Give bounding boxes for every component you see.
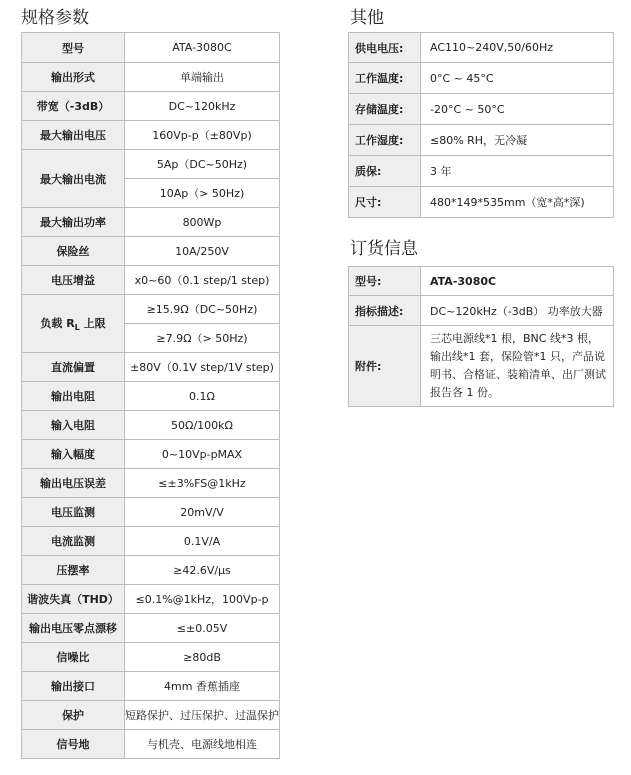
spec-table [21, 32, 280, 759]
other-value: 0°C ~ 45°C [421, 63, 614, 94]
spec-label: 输入幅度 [22, 440, 125, 469]
table-row [22, 527, 280, 556]
spec-value: 单端输出 [125, 63, 280, 92]
order-label: 附件: [349, 326, 421, 407]
table-row [22, 266, 280, 295]
other-label: 存储温度: [349, 94, 421, 125]
table-row [22, 33, 280, 63]
spec-value: ≤0.1%@1kHz，100Vp-p [125, 585, 280, 614]
spec-label: 输出电压误差 [22, 469, 125, 498]
table-row [349, 125, 614, 156]
order-label: 型号: [349, 267, 421, 296]
spec-value: ≥80dB [125, 643, 280, 672]
other-label: 工作温度: [349, 63, 421, 94]
spec-label: 信号地 [22, 730, 125, 759]
spec-label: 电流监测 [22, 527, 125, 556]
spec-label: 最大输出电压 [22, 121, 125, 150]
spec-label: 保护 [22, 701, 125, 730]
order-model-value: ATA-3080C [421, 267, 614, 296]
table-row [349, 33, 614, 63]
table-row [22, 237, 280, 266]
table-row [349, 156, 614, 187]
table-row [22, 353, 280, 382]
order-title: 订货信息 [350, 239, 418, 259]
other-table [348, 32, 614, 218]
spec-value: 与机壳、电源线地相连 [125, 730, 280, 759]
load-label-prefix: 负载 R [40, 316, 75, 330]
spec-label: 信噪比 [22, 643, 125, 672]
specs-title: 规格参数 [21, 8, 89, 28]
table-row [22, 382, 280, 411]
other-value: AC110~240V,50/60Hz [421, 33, 614, 63]
table-row [22, 643, 280, 672]
spec-value: 0~10Vp-pMAX [125, 440, 280, 469]
table-row [22, 556, 280, 585]
spec-value: DC~120kHz [125, 92, 280, 121]
spec-value: 短路保护、过压保护、过温保护 [125, 701, 280, 730]
other-value: 480*149*535mm（宽*高*深) [421, 187, 614, 218]
table-row [22, 411, 280, 440]
table-row [349, 63, 614, 94]
table-row [22, 92, 280, 121]
spec-value: ATA-3080C [125, 33, 280, 63]
table-row [349, 187, 614, 218]
spec-label: 最大输出电流 [22, 150, 125, 208]
spec-label: 型号 [22, 33, 125, 63]
table-row [22, 730, 280, 759]
spec-value: 160Vp-p（±80Vp) [125, 121, 280, 150]
spec-value: 20mV/V [125, 498, 280, 527]
spec-value: ≤±3%FS@1kHz [125, 469, 280, 498]
order-accessories-value: 三芯电源线*1 根，BNC 线*3 根，输出线*1 套，保险管*1 只，产品说明书、合格证、装箱清单、出厂测试报告各 1 份。 [421, 326, 614, 407]
table-row [22, 614, 280, 643]
spec-value: ≤±0.05V [125, 614, 280, 643]
table-row [22, 469, 280, 498]
table-row [22, 701, 280, 730]
spec-label: 压摆率 [22, 556, 125, 585]
spec-value: ≥42.6V/μs [125, 556, 280, 585]
spec-label: 输出电阻 [22, 382, 125, 411]
other-label: 供电电压: [349, 33, 421, 63]
spec-value: 0.1Ω [125, 382, 280, 411]
other-value: -20°C ~ 50°C [421, 94, 614, 125]
table-row [22, 208, 280, 237]
other-value: 3 年 [421, 156, 614, 187]
spec-label: 电压监测 [22, 498, 125, 527]
other-title: 其他 [350, 8, 384, 28]
spec-label: 输出电压零点漂移 [22, 614, 125, 643]
order-label: 指标描述: [349, 296, 421, 326]
load-label-suffix: 上限 [79, 316, 106, 330]
other-label: 工作湿度: [349, 125, 421, 156]
spec-value: 5Ap（DC~50Hz) [125, 150, 280, 179]
spec-value: 4mm 香蕉插座 [125, 672, 280, 701]
spec-value: ±80V（0.1V step/1V step) [125, 353, 280, 382]
table-row [22, 585, 280, 614]
spec-label: 电压增益 [22, 266, 125, 295]
other-label: 尺寸: [349, 187, 421, 218]
spec-value: ≥7.9Ω（> 50Hz) [125, 324, 280, 353]
other-label: 质保: [349, 156, 421, 187]
table-row [349, 94, 614, 125]
table-row [22, 63, 280, 92]
spec-label: 最大输出功率 [22, 208, 125, 237]
spec-label: 输入电阻 [22, 411, 125, 440]
order-value: DC~120kHz（-3dB） 功率放大器 [421, 296, 614, 326]
spec-label-load [22, 295, 125, 353]
table-row [22, 672, 280, 701]
table-row [22, 295, 280, 324]
spec-value: 800Wp [125, 208, 280, 237]
spec-value: 10Ap（> 50Hz) [125, 179, 280, 208]
table-row [349, 296, 614, 326]
table-row [349, 326, 614, 407]
table-row [22, 150, 280, 179]
load-label-sub: L [74, 323, 80, 333]
spec-label: 保险丝 [22, 237, 125, 266]
spec-value: 50Ω/100kΩ [125, 411, 280, 440]
spec-value: ≥15.9Ω（DC~50Hz) [125, 295, 280, 324]
spec-value: 10A/250V [125, 237, 280, 266]
order-table [348, 266, 614, 407]
spec-label: 输出形式 [22, 63, 125, 92]
spec-label: 谐波失真（THD） [22, 585, 125, 614]
table-row [22, 121, 280, 150]
spec-label: 带宽（-3dB） [22, 92, 125, 121]
other-value: ≤80% RH，无冷凝 [421, 125, 614, 156]
table-row [22, 498, 280, 527]
spec-value: x0~60（0.1 step/1 step) [125, 266, 280, 295]
spec-label: 输出接口 [22, 672, 125, 701]
table-row [22, 440, 280, 469]
spec-value: 0.1V/A [125, 527, 280, 556]
table-row [349, 267, 614, 296]
spec-label: 直流偏置 [22, 353, 125, 382]
